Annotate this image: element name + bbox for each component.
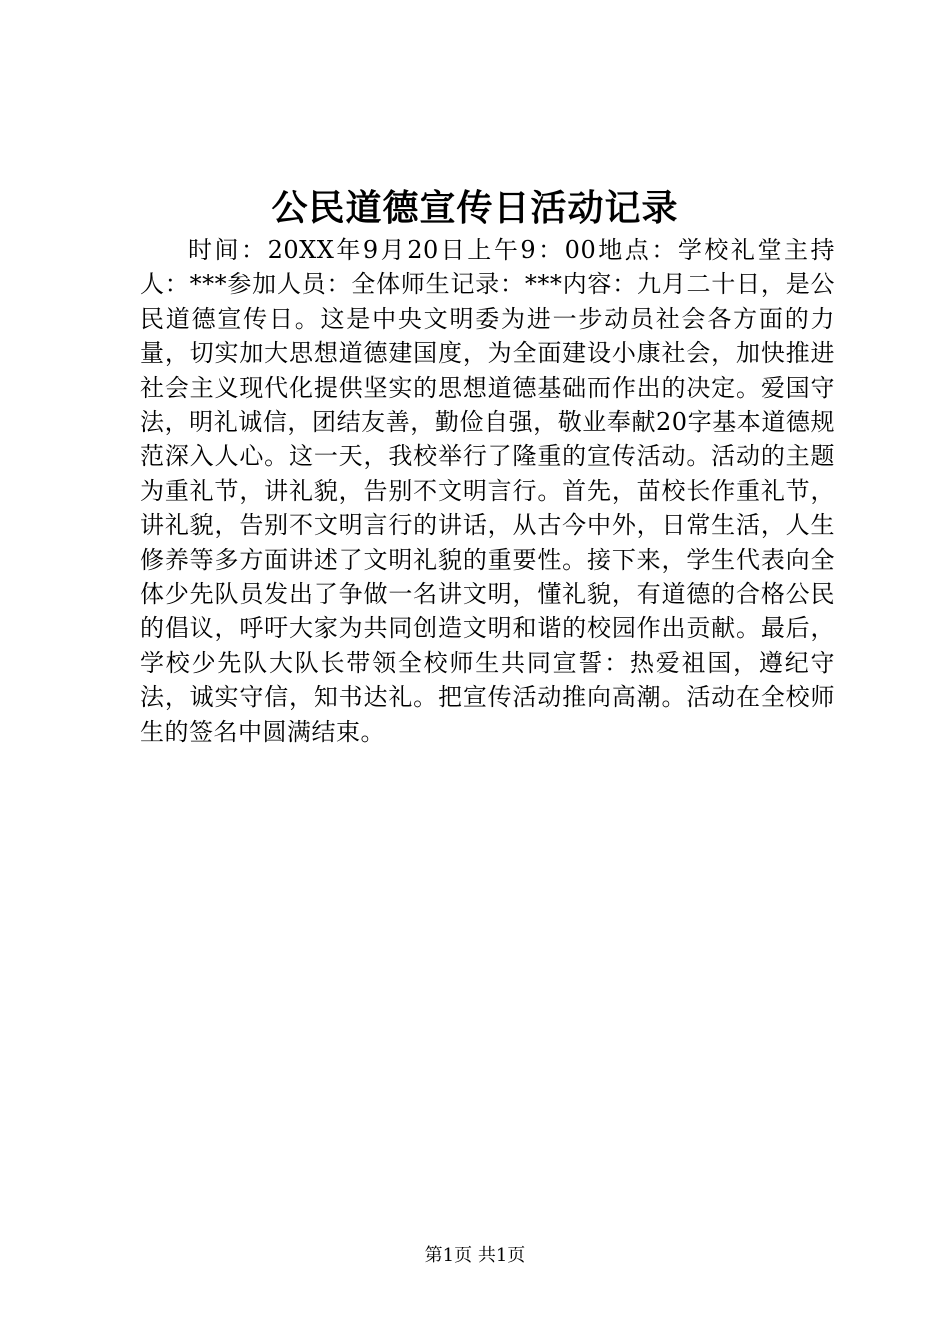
page-footer: 第1页 共1页 — [424, 1245, 526, 1266]
document-title: 公民道德宣传日活动记录 — [271, 187, 679, 229]
document-body: 时间：20XX年9月20日上午9：00地点：学校礼堂主持人：***参加人员：全体师生记录：***内容：九月二十日，是公民道德宣传日。这是中央文明委为进一步动员社会各方面的力量，切实加大思想道德建国度，为全面建设小康社会，加快推进社会主义现代化提供坚实的思想道德基础而作出的决定。爱国守法，明礼诚信，团结友善，勤俭自强，敬业奉献20字基本道德规范深入人心。这一天，我校举行了隆重的宣传活动。活动的主题为重礼节，讲礼貌，告别不文明言行。首先，苗校长作重礼节，讲礼貌，告别不文明言行的讲话，从古今中外，日常生活，人生修养等多方面讲述了文明礼貌的重要性。接下来，学生代表向全体少先队员发出了争做一名讲文明，懂礼貌，有道德的合格公民的倡议，呼吁大家为共同创造文明和谐的校园作出贡献。最后，学校少先队大队长带领全校师生共同宣誓：热爱祖国，遵纪守法，诚实守信，知书达礼。把宣传活动推向高潮。活动在全校师生的签名中圆满结束。 — [140, 236, 835, 746]
